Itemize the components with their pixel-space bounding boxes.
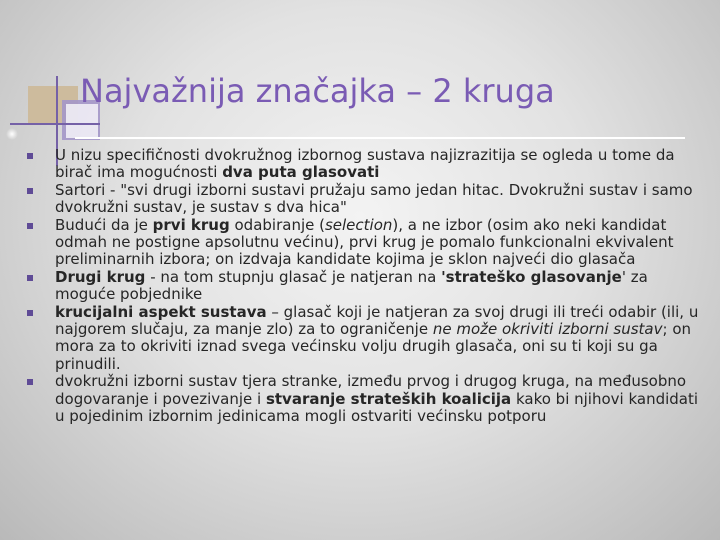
- text-segment: ' za moguće pobjednike: [55, 267, 648, 304]
- decoration-sparkle: [6, 128, 18, 140]
- text-segment: - na tom stupnju glasač je natjeran na: [145, 267, 442, 286]
- square-bullet-icon: [27, 275, 33, 281]
- text-segment: ; on mora za to okriviti iznad svega većinsku volju drugih glasača, oni su ti koji su ga prinudili.: [55, 320, 692, 373]
- bullet-item: [24, 373, 704, 425]
- bullet-text: [55, 216, 673, 269]
- bullet-item: [24, 269, 704, 304]
- bullet-text: [55, 146, 675, 181]
- italic-segment: selection: [324, 215, 393, 234]
- bullet-text: [55, 303, 698, 373]
- text-segment: Budući da je: [55, 215, 153, 234]
- decoration-left-line: [10, 123, 100, 125]
- bold-segment: stvaranje strateških koalicija: [265, 389, 512, 408]
- bold-segment: krucijalni aspekt sustava: [55, 302, 267, 321]
- bold-segment: dva puta glasovati: [222, 163, 380, 182]
- text-segment: kako bi njihovi kandidati u pojedinim izbornim jedinicama mogli ostvariti većinsku potporu: [55, 389, 699, 426]
- square-bullet-icon: [27, 223, 33, 229]
- bold-segment: prvi krug: [152, 215, 230, 234]
- text-segment: Sartori - "svi drugi izborni sustavi pružaju samo jedan hitac. Dvokružni sustav i samo dvokružni sustav, je sustav s dva hica": [55, 180, 693, 217]
- bullet-text: [55, 372, 698, 425]
- bullet-item: [24, 182, 704, 217]
- bold-segment: Drugi krug: [55, 267, 146, 286]
- text-segment: U nizu specifičnosti dvokružnog izbornog sustava najizrazitija se ogleda u tome da birač ima mogućnosti: [55, 146, 675, 182]
- bold-segment: 'strateško glasovanje: [441, 267, 622, 286]
- text-segment: odabiranje (: [229, 215, 325, 234]
- text-segment: dvokružni izborni sustav tjera stranke, između prvog i drugog kruga, na međusobno dogovaranje i povezivanje i: [55, 372, 687, 408]
- square-bullet-icon: [27, 153, 33, 159]
- bullet-item: [24, 217, 704, 269]
- square-bullet-icon: [27, 379, 33, 385]
- square-bullet-icon: [27, 310, 33, 316]
- text-segment: – glasač koji je natjeran za svoj drugi ili treći odabir (ili, u najgorem slučaju, za manje zlo) za to ograničenje: [55, 302, 699, 339]
- bullet-item: [24, 147, 704, 182]
- slide-title: Najvažnija značajka – 2 kruga: [80, 72, 555, 110]
- italic-segment: ne može okriviti izborni sustav: [432, 320, 663, 339]
- square-bullet-icon: [27, 188, 33, 194]
- bullet-list: [24, 147, 704, 426]
- bullet-text: [55, 181, 693, 216]
- bullet-item: [24, 304, 704, 374]
- bullet-text: [55, 268, 648, 303]
- title-underline: [75, 137, 685, 139]
- text-segment: ), a ne izbor (osim ako neki kandidat odmah ne postigne apsolutnu većinu), prvi krug je pomalo funkcionalni ekvivalent preliminarnih izbora; on izdvaja kandidate kojima je sklon najveći dio glasača: [55, 215, 674, 269]
